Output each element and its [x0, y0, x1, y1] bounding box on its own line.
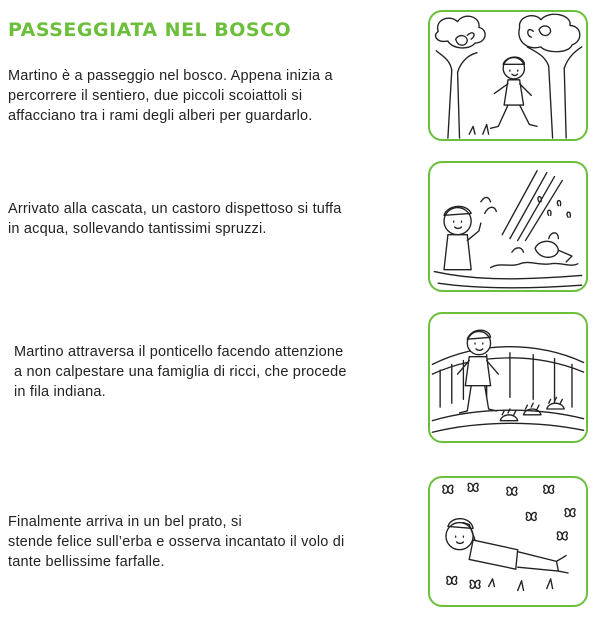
illustration-frame-bridge: [428, 312, 588, 443]
page-title: PASSEGGIATA NEL BOSCO: [8, 18, 292, 41]
boy-on-bridge-with-hedgehogs-icon: [430, 314, 586, 441]
illustration-frame-meadow: [428, 476, 588, 607]
boy-lying-in-meadow-butterflies-icon: [430, 478, 586, 605]
beaver-diving-waterfall-icon: [430, 163, 586, 290]
boy-walking-in-forest-icon: [430, 12, 586, 139]
paragraph-waterfall: Arrivato alla cascata, un castoro dispettoso si tuffa in acqua, sollevando tantissimi spruzzi.: [8, 201, 342, 237]
paragraph-squirrels: Martino è a passeggio nel bosco. Appena inizia a percorrere il sentiero, due piccoli scoiattoli si affacciano tra i rami degli alberi per guardarlo.: [8, 68, 333, 124]
illustration-frame-forest: [428, 10, 588, 141]
paragraph-meadow: Finalmente arriva in un bel prato, si stende felice sull’erba e osserva incantato il volo di tante bellissime farfalle.: [8, 514, 345, 570]
illustration-frame-waterfall: [428, 161, 588, 292]
paragraph-bridge: Martino attraversa il ponticello facendo attenzione a non calpestare una famiglia di ricci, che procede in fila indiana.: [14, 344, 347, 400]
